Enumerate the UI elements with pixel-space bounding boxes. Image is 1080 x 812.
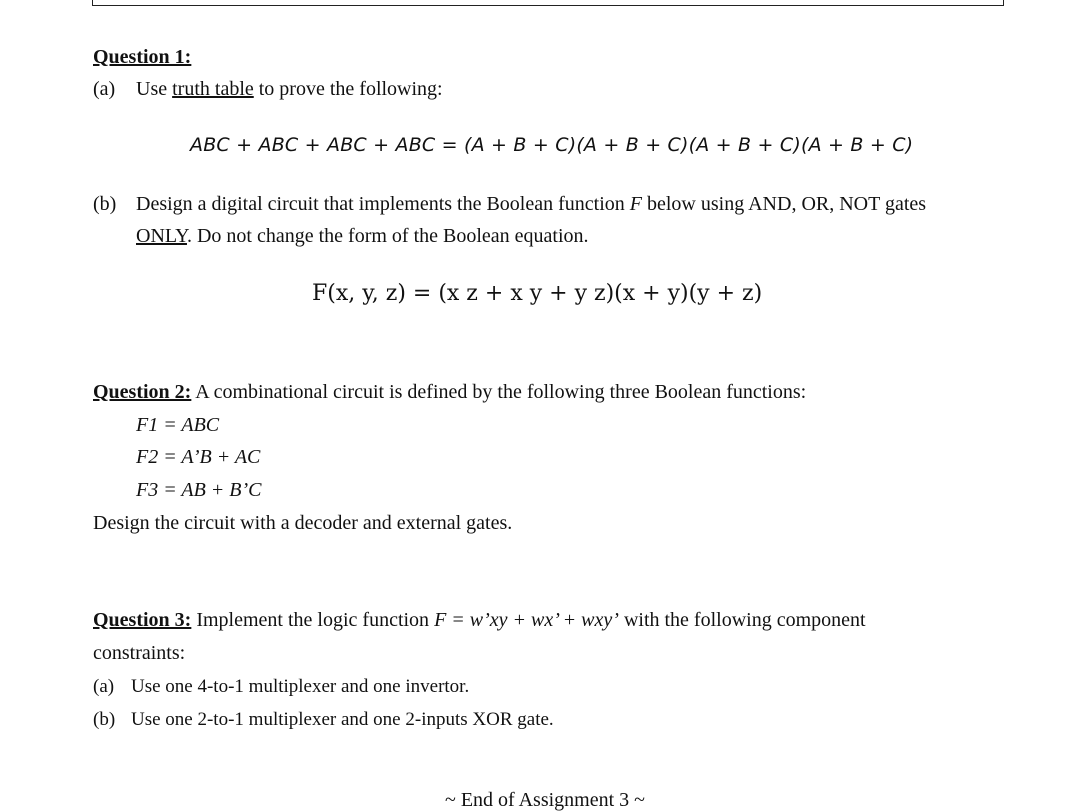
q1-part-b-line1 (93, 192, 926, 216)
q1-heading-line (93, 45, 191, 69)
q1-a-text-after: to prove the following: (253, 78, 443, 100)
q3-heading: Question 3: (93, 609, 192, 631)
q1-b-text-after: below using AND, OR, NOT gates (642, 193, 927, 215)
q3-part-b (93, 708, 554, 732)
q1-b-label: (b) (93, 193, 117, 215)
q2-heading-line (93, 380, 806, 404)
q3-a-text: Use one 4-to-1 multiplexer and one invertor. (131, 676, 470, 697)
q3-b-label: (b) (93, 709, 116, 730)
q1-b-only: ONLY (136, 225, 187, 247)
q1-b-line2-text: . Do not change the form of the Boolean equation. (186, 225, 589, 247)
q3-a-label: (a) (93, 676, 115, 697)
q2-heading: Question 2: (93, 381, 192, 403)
q2-instruction: Design the circuit with a decoder and external gates. (93, 512, 513, 534)
q3-intro-before: Implement the logic function (191, 609, 435, 631)
q1-a-truth-table: truth table (172, 78, 254, 100)
q3-part-a (93, 675, 469, 699)
q1-part-b-line2 (136, 224, 589, 248)
q2-f1: F1 = ABC (136, 414, 220, 436)
q1-equation: ABC + ABC + ABC + ABC = (A + B + C)(A + B + C)(A + B + C)(A + B + C) (190, 134, 914, 156)
q3-b-text: Use one 2-to-1 multiplexer and one 2-inputs XOR gate. (131, 709, 554, 730)
q2-f3: F3 = AB + B’C (136, 479, 262, 501)
q3-heading-line (93, 608, 866, 632)
end-of-assignment: ~ End of Assignment 3 ~ (445, 789, 645, 811)
q1-heading: Question 1: (93, 46, 192, 68)
q2-intro: A combinational circuit is defined by the following three Boolean functions: (191, 381, 807, 403)
q1-b-text-before: Design a digital circuit that implements the Boolean function (136, 193, 630, 215)
q1-a-label: (a) (93, 78, 116, 100)
q1-function-equation: F(x, y, z) = (x z + x y + y z)(x + y)(y + z) (312, 281, 763, 306)
q3-intro-after: with the following component (618, 609, 866, 631)
q1-a-text-before: Use (136, 78, 173, 100)
q3-function: F = w’xy + wx’ + wxy’ (434, 609, 619, 631)
q1-b-var-f: F (629, 193, 642, 215)
q1-part-a (93, 77, 443, 101)
q3-constraints: constraints: (93, 642, 186, 664)
q2-f2: F2 = A’B + AC (136, 446, 261, 468)
previous-section-box (92, 0, 1004, 6)
